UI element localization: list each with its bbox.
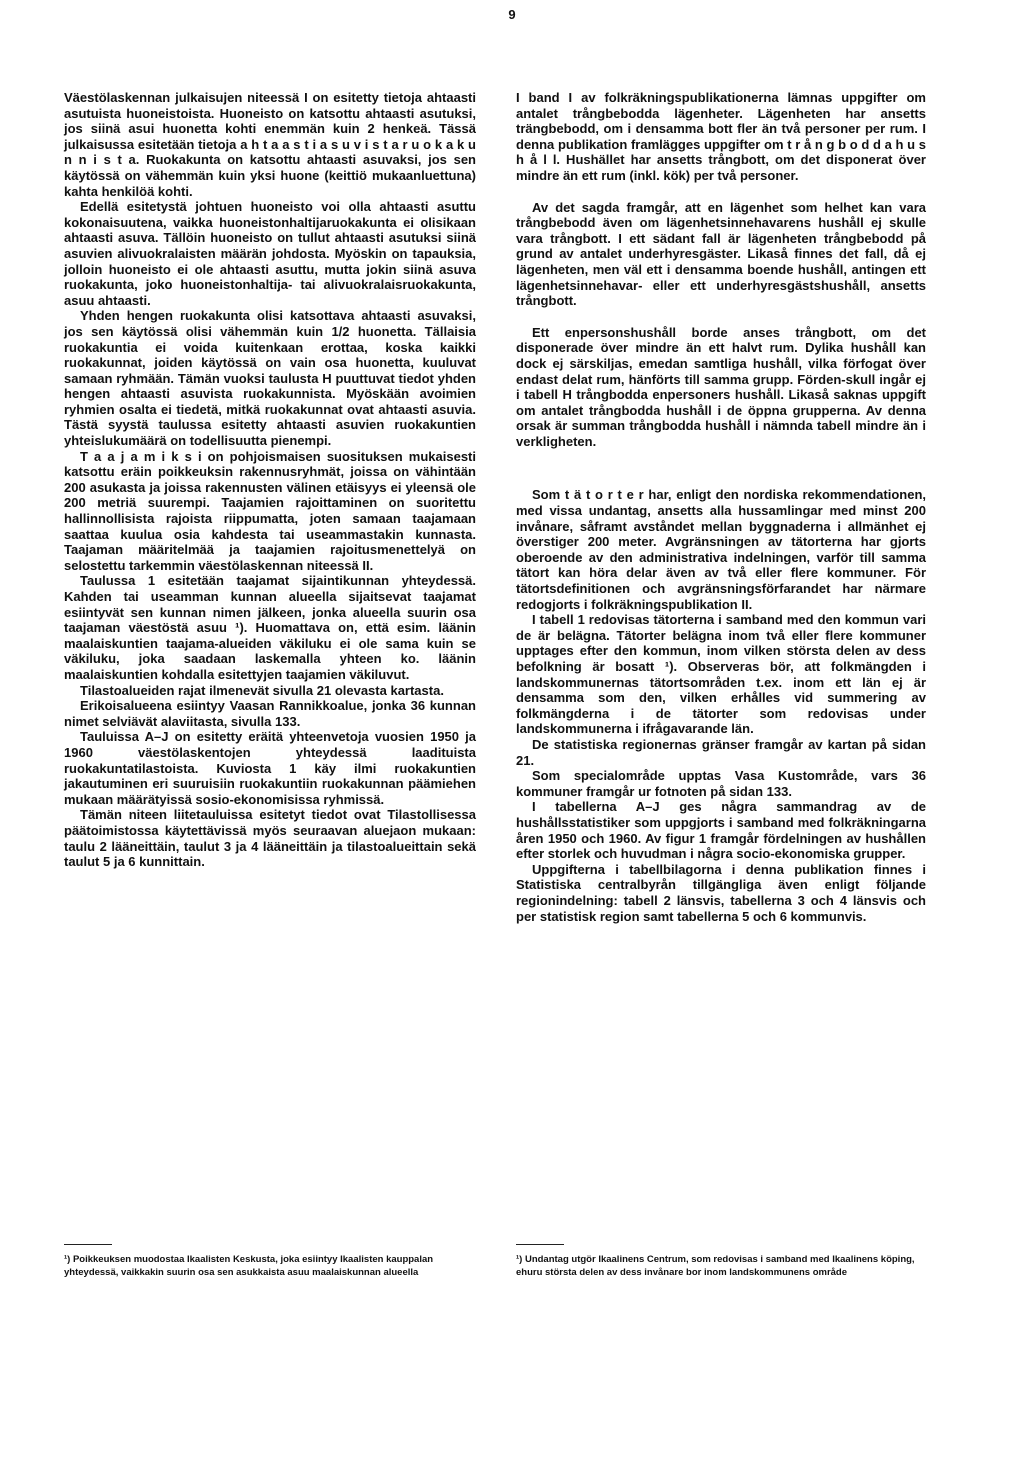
paragraph: Tilastoalueiden rajat ilmenevät sivulla 21 olevasta kartasta.: [80, 682, 444, 698]
footnote-finnish: ¹) Poikkeuksen muodostaa Ikaalisten Keskusta, joka esiintyy Ikaalisten kauppalan yhteydessä, vaikkakin suurin osa sen asukkaista asuu maalaiskunnan alueella: [64, 1254, 434, 1278]
paragraph: De statistiska regionernas gränser framgår av kartan på sidan 21.: [516, 736, 926, 768]
paragraph: Taulussa 1 esitetään taajamat sijaintikunnan yhteydessä. Kahden tai useamman kunnan alueella sijaitsevat taajamat esiintyvät sen kunnan nimen jälkeen, jonka alueella suurin osa taajaman väestöstä asuu ¹). Huomattava on, että esim. läänin maalaiskuntien taajama-alueiden väkiluku ei ole sama kuin se väkiluku, joka saadaan laskemalla yhteen ko. läänin maalaiskuntien kohdalla esitettyjen taajamien väkiluvut.: [64, 573, 476, 682]
paragraph: I tabellerna A–J ges några sammandrag av de hushållsstatistiker som uppgjorts i samband med folkräkningarna åren 1950 och 1960. Av figur 1 framgår fördelningen av hushållen efter storlek och huvudman i några socio-ekonomiska grupper.: [516, 799, 926, 862]
paragraph: T a a j a m i k s i on pohjoismaisen suosituksen mukaisesti katsottu eräin poikkeuksin rakennusryhmät, joissa on vähintään 200 asukasta ja joissa rakennusten välinen etäisyys ei yleensä ole 200 metriä suurempi. Taajamien rajoittaminen on suoritettu hallinnollisista rajoista riippumatta, joten samaan taajamaan saattaa kuulua osia kahdesta tai useammastakin kunnasta. Taajaman määritelmää ja taajamien rajoitusmenettelyä on selostettu tarkemmin väestölaskennan niteessä II.: [64, 448, 476, 573]
footnote-swedish: ¹) Undantag utgör Ikaalinens Centrum, som redovisas i samband med Ikaalinens köping, ehuru största delen av dess invånare bor inom landskommunens område: [516, 1254, 915, 1278]
footnote-divider: [516, 1244, 564, 1245]
finnish-text-column: [64, 90, 476, 870]
paragraph: Uppgifterna i tabellbilagorna i denna publikation finnes i Statistiska centralbyrån tillgängliga även enligt följande regionindelning: tabell 2 länsvis, tabellerna 3 och 4 länsvis och per statistisk region samt tabellerna 5 och 6 kommunvis.: [516, 861, 926, 924]
paragraph: Ett enpersonshushåll borde anses trångbott, om det disponerade över mindre än ett halvt rum. Dylika hushåll kan dock ej särskiljas, emedan samtliga hushåll, vilka förfogat över endast delat rum, hänförts till samma grupp. Förden-skull ingår ej i tabell H trångbodda enpersoners hushåll. Likaså saknas uppgift om antalet trångbodda hushåll i de öppna grupperna. Av denna orsak är summan trångbodda hushåll i nämnda tabell mindre än i verkligheten.: [516, 324, 926, 449]
page-number: 9: [508, 7, 516, 22]
paragraph: Av det sagda framgår, att en lägenhet som helhet kan vara trångbebodd även om lägenhetsinnehavarens hushåll ej skulle vara trångbott. I ett sädant fall är lägenheten trångbebodd på grund av antalet underhyresgäster. Likaså finnes det fall, då ej lägenheten, men väl ett i densamma boende hushåll, antingen ett lägenhetsinnehavar- eller ett underhyresgästshushåll, ansetts trångbott.: [516, 199, 926, 309]
paragraph: I band I av folkräkningspublikationerna lämnas uppgifter om antalet trångbebodda lägenheter. Lägenheten har ansetts trängbebodd, om i densamma bott fler än två personer per rum. I denna publikation framlägges uppgifter om t r å n g b o d d a h u s h å l l. Hushället har ansetts trångbott, om det disponerat över mindre än ett rum (inkl. kök) per två personer.: [516, 90, 926, 183]
swedish-text-column: [516, 90, 926, 924]
paragraph: Som specialområde upptas Vasa Kustområde, vars 36 kommuner framgår ur fotnoten på sidan 133.: [516, 768, 926, 799]
paragraph: Som t ä t o r t e r har, enligt den nordiska rekommendationen, med vissa undantag, ansetts alla hussamlingar med minst 200 invånare, såframt avståndet mellan byggnaderna i allmänhet ej överstiger 200 meter. Avgränsningen av tätorterna har gjorts oberoende av den administrativa indelningen, varför till samma tätort kan höra delar även av två eller flere kommuner. För tätortsdefinitionen och avgränsningsförfarandet har närmare redogjorts i folkräkningspublikation II.: [516, 487, 926, 612]
paragraph: I tabell 1 redovisas tätorterna i samband med den kommun vari de är belägna. Tätorter belägna inom två eller flere kommuner upptages efter den kommun, inom vilken största delen av dess befolkning är bosatt ¹). Observeras bör, att folkmängden i landskommunernas tätortsområden t.ex. inom ett län ej är densamma som den, vilken erhålles vid summering av folkmängderna i de tätorter som redovisas under landskommunerna i ifrågavarande län.: [516, 612, 926, 737]
paragraph: Väestölaskennan julkaisujen niteessä I on esitetty tietoja ahtaasti asutuista huoneistoista. Huoneisto on katsottu ahtaasti asutuksi, jos siinä asui huonetta kohti enemmän kuin 2 henkeä. Tässä julkaisussa esitetään tietoja a h t a a s t i a s u v i s t a r u o k a k u n n i s t a. Ruokakunta on katsottu ahtaasti asuvaksi, jos sen käytössä on vähemmän kuin yksi huone (keittiö mukaanluettuna) kahta henkilöä kohti.: [64, 90, 476, 199]
paragraph: Tämän niteen liitetauluissa esitetyt tiedot ovat Tilastollisessa päätoimistossa käytettävissä myös seuraavan aluejaon mukaan: taulu 2 lääneittäin, taulut 3 ja 4 lääneittäin ja tilastoalueittain sekä taulut 5 ja 6 kunnittain.: [64, 807, 476, 870]
paragraph: Tauluissa A–J on esitetty eräitä yhteenvetoja vuosien 1950 ja 1960 väestölaskentojen yhteydessä laadituista ruokakuntatilastoista. Kuviosta 1 käy ilmi ruokakuntien jakautuminen eri suuruisiin ruokakuntiin ruokakunnan päämiehen mukaan määrätyissä sosio-ekonomisissa ryhmissä.: [64, 729, 476, 807]
paragraph: Erikoisalueena esiintyy Vaasan Rannikkoalue, jonka 36 kunnan nimet selviävät alaviitasta, sivulla 133.: [64, 698, 476, 729]
paragraph: Edellä esitetystä johtuen huoneisto voi olla ahtaasti asuttu kokonaisuutena, vaikka huoneistonhaltijaruokakunta ei olisikaan ahtaasti asuva. Tällöin huoneisto on tullut ahtaasti asutuksi siinä asuvien alivuokralaisten määrän johdosta. Myöskin on tapauksia, jolloin huoneisto ei ole ahtaasti asuttu, mutta jokin siinä asuva ruokakunta, joko huoneistonhaltija- tai alivuokralaisruokakunta, asuu ahtaasti.: [64, 199, 476, 308]
footnote-divider: [64, 1244, 112, 1245]
paragraph: Yhden hengen ruokakunta olisi katsottava ahtaasti asuvaksi, jos sen käytössä olisi vähemmän kuin 1/2 huonetta. Tällaisia ruokakuntia ei voida kuitenkaan erottaa, koska kaikki ruokakunnat, joiden käytössä on vain osa huonetta, kuuluvat samaan ryhmään. Tämän vuoksi taulusta H puuttuvat tiedot yhden hengen ahtaasti asuvista ruokakunnista. Myöskään avoimien ryhmien osalta ei tiedetä, mitkä ruokakunnat ovat ahtaasti asuvia. Tästä syystä taulussa esitetty ahtaasti asuvien ruokakuntien yhteislukumäärä on todellisuutta pienempi.: [64, 308, 476, 449]
